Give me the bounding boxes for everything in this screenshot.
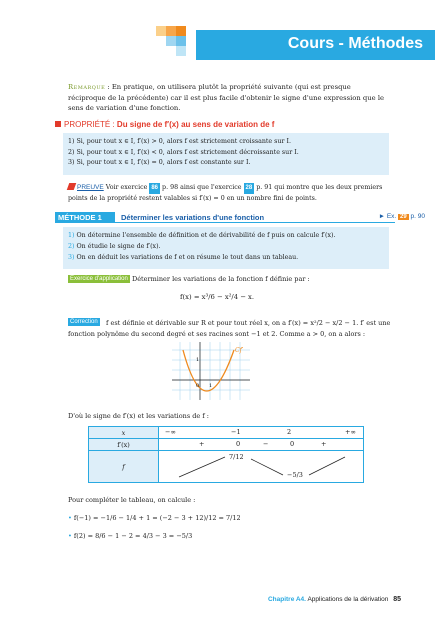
footer [268,596,401,603]
variation-table [88,426,364,483]
decor-square [176,26,186,36]
correction-text: f est définie et dérivable sur R et pour tout réel x, on a f′(x) = x²/2 − x/2 − 1. f′ est une fonction polynôme du second degré et ses racines sont −1 et 2. Comme a > 0, on a alors : [68,319,391,338]
page-title: Cours - Méthodes [287,35,423,52]
min-value: −5/3 [287,471,303,479]
variation-arrows [159,451,365,483]
decor-square [176,46,186,56]
decor-square [166,36,176,46]
curve-label: Cf′ [235,347,244,354]
ex-prefix: Ex. [386,213,397,220]
y-tick-label: 1 [196,357,200,363]
step-number: 3) [68,254,75,261]
step [68,252,384,263]
header-bar [196,30,435,60]
x-value: +∞ [345,428,356,436]
property-item: 1) Si, pour tout x ∈ I, f′(x) > 0, alors f est strictement croissante sur I. [68,138,291,145]
decor-square [166,26,176,36]
step [68,241,384,252]
property-box [63,133,389,175]
row-label: f [89,451,159,483]
footer-title: Applications de la dérivation [307,596,389,603]
correction-label: Correction [70,319,98,325]
red-square-icon [55,121,61,127]
property-item: 2) Si, pour tout x ∈ I, f′(x) < 0, alors f est strictement décroissante sur I. [68,148,299,156]
method-bar [55,212,425,223]
footer-chapter: Chapitre A4. [267,596,306,603]
proof-text: Voir exercice [103,184,150,191]
x-value: −1 [231,428,241,436]
property-heading: Du signe de f′(x) au sens de variation de f [116,120,275,129]
property-prefix: PROPRIÉTÉ : [64,120,115,129]
x-tick-label: 1 [209,383,213,389]
property-title [55,120,274,129]
method-steps [63,227,389,269]
pencil-icon [67,183,77,190]
ex-page: p. 90 [410,213,425,220]
calc-line-2: f(2) = 8/6 − 1 − 2 = 4/3 − 3 = −5/3 [73,532,193,540]
sign: + [321,440,327,448]
function-formula: f(x) = x³/6 − x²/4 − x. [180,293,255,301]
step [68,230,384,241]
proof-text: p. 98 ainsi que l'exercice [160,184,244,191]
exercise-label: Exercice d'application [70,276,128,282]
decor-square [176,36,186,46]
method-label: MÉTHODE 1 [55,212,115,223]
step-number: 2) [68,243,75,250]
exercise-text: Déterminer les variations de la fonction f définie par : [132,275,310,283]
calc-line-1: f(−1) = −1/6 − 1/4 + 1 = (−2 − 3 + 12)/12 = 7/12 [73,514,241,522]
x-value: −∞ [165,428,176,436]
step-number: 1) [68,232,75,239]
proof-label[interactable]: PREUVE [77,184,104,191]
proof-text: p. 91 qui montre que les deux premiers points de la propriété restent valables si f′(x) = 0 en un nombre fini de points. [68,184,383,202]
exercise-link[interactable]: 86 [149,183,160,194]
proof-block [68,183,398,204]
step-text: On en déduit les variations de f et on résume le tout dans un tableau. [74,254,299,261]
method-title: Déterminer les variations d'une fonction [121,213,265,222]
ex-badge[interactable]: 29 [400,214,407,220]
origin-label: 0 [196,383,200,389]
step-text: On étudie le signe de f′(x). [74,243,161,250]
row-label: x [89,427,159,439]
decor-square [156,26,166,36]
bullet-icon: • [68,514,74,522]
remark-block [68,82,388,114]
property-item: 3) Si, pour tout x ∈ I, f′(x) = 0, alors f est constante sur I. [68,159,251,166]
method-exercise-ref[interactable]: ► Ex. 29 p. 90 [378,213,425,220]
sign: + [199,440,205,448]
derive-text: D'où le signe de f′(x) et les variations de f : [68,412,209,420]
calc-line [68,514,241,522]
bullet-icon: • [68,532,74,540]
sign: − [263,440,269,448]
row-label: f′(x) [89,439,159,451]
derivative-graph [172,342,250,400]
remark-label: Remarque [68,83,106,91]
remark-text: : En pratique, on utilisera plutôt la propriété suivante (qui est presque réciproque de la précédente) car il est plus facile d'obtenir le signe d'une expression que le sens de variation d'une fonction. [68,83,385,112]
x-value: 2 [287,428,292,436]
calc-line [68,532,192,540]
page-number: 85 [393,596,401,603]
exercise-link[interactable]: 28 [244,183,255,194]
step-text: On détermine l'ensemble de définition et de dérivabilité de f puis on calcule f′(x). [74,232,336,239]
sign-zero: 0 [236,440,241,448]
max-value: 7/12 [229,453,244,461]
calc-intro: Pour compléter le tableau, on calcule : [68,496,196,504]
sign-zero: 0 [290,440,295,448]
